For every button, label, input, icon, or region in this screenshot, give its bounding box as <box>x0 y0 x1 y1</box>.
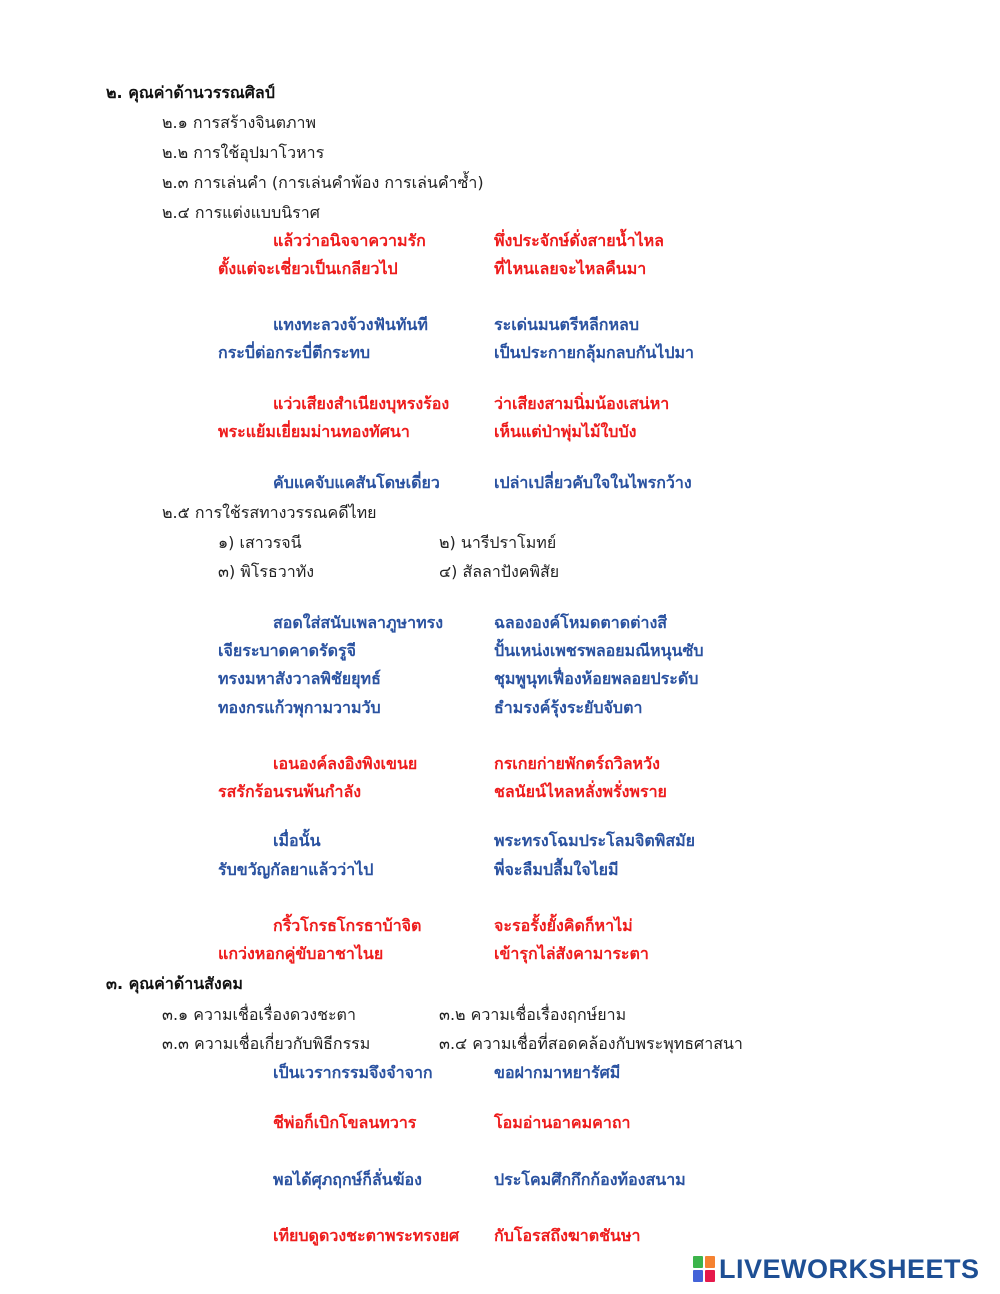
poem-line: ระเด่นมนตรีหลีกหลบ <box>494 315 639 334</box>
logo-block <box>705 1270 715 1282</box>
section-3-heading: ๓. คุณค่าด้านสังคม <box>106 974 243 993</box>
poem-line: ชุมพูนุทเฟื่องห้อยพลอยประดับ <box>494 669 699 688</box>
poem-line: เจียระบาดคาดรัดรูจี <box>218 641 356 660</box>
poem-line: พึ่งประจักษ์ดั่งสายน้ำไหล <box>494 231 664 250</box>
poem-line: รับขวัญกัลยาแล้วว่าไป <box>218 860 374 879</box>
poem-line: พระทรงโฉมประโลมจิตพิสมัย <box>494 831 696 850</box>
poem-line: เทียบดูดวงชะตาพระทรงยศ <box>273 1226 460 1245</box>
poem-line: ขอฝากมาหยารัศมี <box>494 1063 621 1082</box>
poem-line: เห็นแต่ป่าพุ่มไม้ใบบัง <box>494 422 637 441</box>
rasa-item: ๔) สัลลาปังคพิสัย <box>439 562 560 581</box>
poem-line: แกว่งหอกคู่ขับอาชาไนย <box>218 944 384 963</box>
poem-line: ตั้งแต่จะเชี่ยวเป็นเกลียวไป <box>218 259 398 278</box>
section-2-heading: ๒. คุณค่าด้านวรรณศิลป์ <box>106 83 275 102</box>
poem-line: กระบี่ต่อกระบี่ตีกระทบ <box>218 343 371 362</box>
subsection-2-1: ๒.๑ การสร้างจินตภาพ <box>162 113 317 132</box>
liveworksheets-logo[interactable] <box>693 1252 980 1286</box>
poem-line: ว่าเสียงสามนิ่มน้องเสน่หา <box>494 394 670 413</box>
logo-block <box>693 1270 703 1282</box>
subsection-3-3: ๓.๓ ความเชื่อเกี่ยวกับพิธีกรรม <box>162 1034 371 1053</box>
poem-line: โอมอ่านอาคมคาถา <box>494 1113 631 1132</box>
subsection-3-4: ๓.๔ ความเชื่อที่สอดคล้องกับพระพุทธศาสนา <box>439 1034 743 1053</box>
poem-line: แว่วเสียงสำเนียงบุหรงร้อง <box>273 394 450 413</box>
subsection-2-3: ๒.๓ การเล่นคำ (การเล่นคำพ้อง การเล่นคำซ้ำ) <box>162 173 484 192</box>
poem-line: ธำมรงค์รุ้งระยับจับตา <box>494 698 643 717</box>
poem-line: เมื่อนั้น <box>273 831 321 850</box>
rasa-item: ๑) เสาวรจนี <box>218 533 302 552</box>
poem-line: ฉลององค์โหมดตาดต่างสี <box>494 613 668 632</box>
poem-line: เอนองค์ลงอิงพิงเขนย <box>273 754 418 773</box>
poem-line: ที่ไหนเลยจะไหลคืนมา <box>494 259 647 278</box>
poem-line: คับแคจับแคสันโดษเดี่ยว <box>273 473 440 492</box>
rasa-item: ๒) นารีปราโมทย์ <box>439 533 557 552</box>
poem-line: กับโอรสถึงฆาตชันษา <box>494 1226 641 1245</box>
poem-line: ประโคมศึกกึกก้องท้องสนาม <box>494 1170 686 1189</box>
poem-line: สอดใส่สนับเพลาภูษาทรง <box>273 613 444 632</box>
poem-line: ชีพ่อก็เบิกโขลนทวาร <box>273 1113 417 1132</box>
rasa-item: ๓) พิโรธวาทัง <box>218 562 315 581</box>
poem-line: ทองกรแก้วพุกามวามวับ <box>218 698 381 717</box>
subsection-2-2: ๒.๒ การใช้อุปมาโวหาร <box>162 143 325 162</box>
poem-line: จะรอรั้งยั้งคิดก็หาไม่ <box>494 916 633 935</box>
logo-block <box>705 1256 715 1268</box>
poem-line: พอได้ศุภฤกษ์ก็ลั่นฆ้อง <box>273 1170 422 1189</box>
subsection-3-2: ๓.๒ ความเชื่อเรื่องฤกษ์ยาม <box>439 1005 627 1024</box>
poem-line: แล้วว่าอนิจจาความรัก <box>273 231 426 250</box>
subsection-3-1: ๓.๑ ความเชื่อเรื่องดวงชะตา <box>162 1005 356 1024</box>
logo-text: LIVEWORKSHEETS <box>719 1253 980 1284</box>
poem-line: กรเกยก่ายพักตร์ถวิลหวัง <box>494 754 660 773</box>
subsection-2-4: ๒.๔ การแต่งแบบนิราศ <box>162 203 320 222</box>
poem-line: พี่จะลืมปลื้มใจไยมี <box>494 860 619 879</box>
poem-line: เข้ารุกไล่สังคามาระตา <box>494 944 649 963</box>
poem-line: เปล่าเปลี่ยวคับใจในไพรกว้าง <box>494 473 692 492</box>
poem-line: เป็นประกายกลุ้มกลบกันไปมา <box>494 343 694 362</box>
poem-line: พระแย้มเยี่ยมม่านทองทัศนา <box>218 422 410 441</box>
poem-line: ชลนัยน์ไหลหลั่งพรั่งพราย <box>494 782 667 801</box>
poem-line: กริ้วโกรธโกรธาบ้าจิต <box>273 916 422 935</box>
poem-line: ทรงมหาสังวาลพิชัยยุทธ์ <box>218 669 381 688</box>
poem-line: ปั้นเหน่งเพชรพลอยมณีหนุนซับ <box>494 641 704 660</box>
logo-block <box>693 1256 703 1268</box>
poem-line: แทงทะลวงจ้วงฟันทันที <box>273 315 428 334</box>
subsection-2-5: ๒.๕ การใช้รสทางวรรณคดีไทย <box>162 503 377 522</box>
logo-blocks-icon <box>693 1256 715 1282</box>
poem-line: รสรักร้อนรนพ้นกำลัง <box>218 782 362 801</box>
poem-line: เป็นเวรากรรมจึงจำจาก <box>273 1063 433 1082</box>
